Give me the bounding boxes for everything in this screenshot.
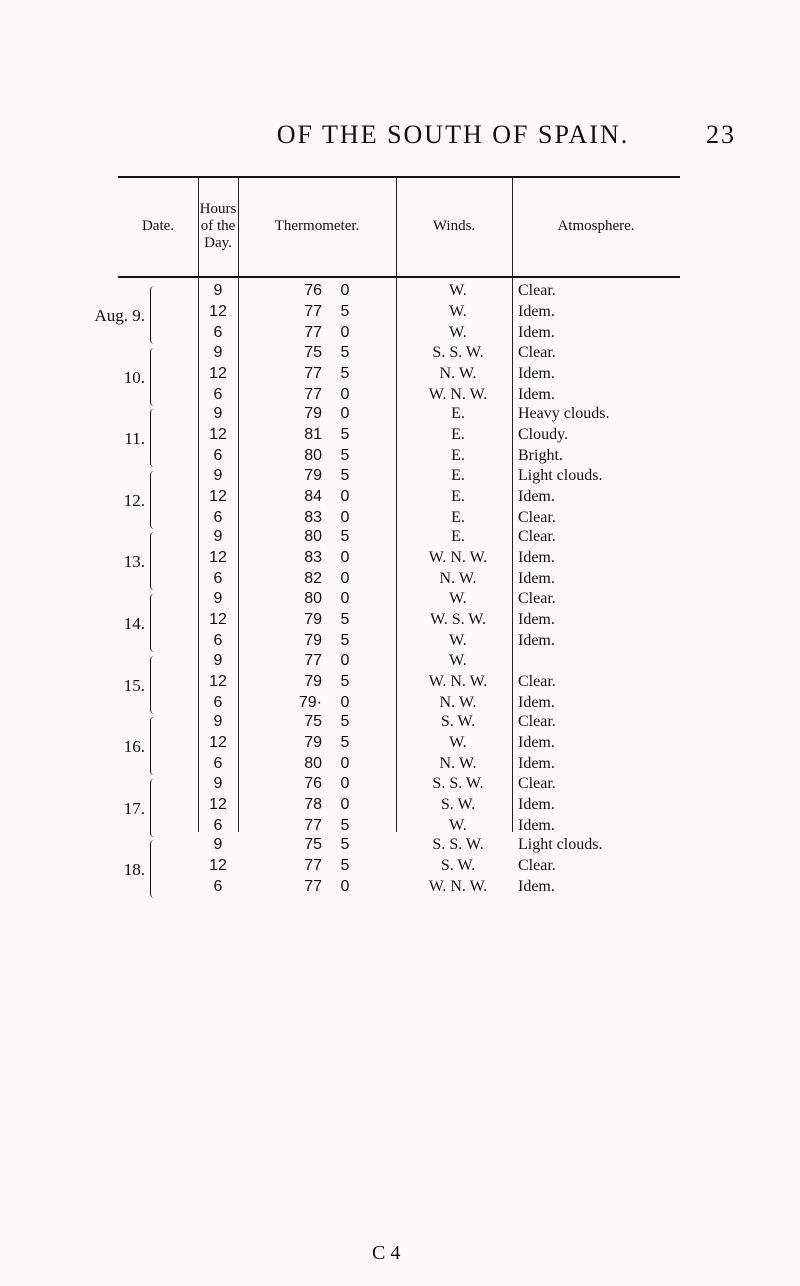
table-row <box>118 775 680 797</box>
table-row <box>118 467 680 489</box>
atmosphere-cell: Clear. <box>518 528 556 546</box>
hour-cell: 12 <box>209 426 227 444</box>
table-row <box>118 878 680 900</box>
wind-cell: E. <box>451 466 465 484</box>
table-row <box>118 549 680 571</box>
date-group <box>118 713 680 779</box>
atmosphere-cell: Clear. <box>518 590 556 607</box>
date-group <box>118 775 680 841</box>
hour-cell: 9 <box>213 466 223 484</box>
thermometer-fraction: 0 <box>340 590 350 607</box>
wind-cell: E. <box>451 508 465 526</box>
hour-cell: 9 <box>213 651 223 669</box>
atmosphere-cell: Heavy clouds. <box>518 405 610 423</box>
column-header-winds: Winds. <box>432 217 476 234</box>
thermometer-degrees: 79 <box>304 734 322 752</box>
thermometer-fraction: 5 <box>340 528 350 546</box>
atmosphere-cell: Idem. <box>518 632 555 649</box>
hour-cell: 9 <box>213 836 223 854</box>
thermometer-degrees: 77 <box>304 651 322 669</box>
thermometer-degrees: 80 <box>304 755 322 773</box>
wind-cell: S. W. <box>440 713 476 731</box>
thermometer-degrees: 76 <box>304 282 322 299</box>
date-group <box>118 344 680 410</box>
wind-cell: S. W. <box>440 857 476 875</box>
thermometer-fraction: 0 <box>340 508 350 526</box>
hour-cell: 6 <box>213 693 223 711</box>
thermometer-fraction: 5 <box>340 672 350 690</box>
thermometer-degrees: 79 <box>304 611 322 628</box>
header-rule <box>118 276 680 278</box>
thermometer-degrees: 77 <box>304 364 322 382</box>
hour-cell: 9 <box>213 713 223 731</box>
wind-cell: W. N. W. <box>428 385 488 403</box>
wind-cell: W. <box>449 303 467 320</box>
table-row <box>118 673 680 695</box>
wind-cell: S. S. W. <box>432 836 484 854</box>
thermometer-degrees: 79 <box>304 632 322 649</box>
thermometer-fraction: 5 <box>340 836 350 854</box>
wind-cell: E. <box>451 528 465 546</box>
thermometer-degrees: 75 <box>304 836 322 854</box>
atmosphere-cell: Idem. <box>518 549 555 567</box>
table-row <box>118 734 680 756</box>
thermometer-fraction: 0 <box>340 385 350 403</box>
column-header-atmosphere: Atmosphere. <box>557 217 635 234</box>
thermometer-degrees: 75 <box>304 343 322 361</box>
atmosphere-cell: Clear. <box>518 774 556 792</box>
thermometer-degrees: 80 <box>304 528 322 546</box>
atmosphere-cell: Idem. <box>518 795 555 813</box>
wind-cell: W. N. W. <box>428 672 488 690</box>
thermometer-degrees: 77 <box>304 324 322 341</box>
thermometer-fraction: 0 <box>340 487 350 505</box>
date-label: 15. <box>123 675 145 695</box>
atmosphere-cell: Cloudy. <box>518 426 569 444</box>
hour-cell: 6 <box>213 755 223 773</box>
table-row <box>118 528 680 550</box>
thermometer-fraction: 5 <box>340 816 350 834</box>
atmosphere-cell: Clear. <box>518 282 556 299</box>
thermometer-fraction: 5 <box>340 303 350 320</box>
date-label: 12. <box>123 490 145 510</box>
date-group <box>118 652 680 718</box>
thermometer-fraction: 5 <box>340 466 350 484</box>
page-header <box>198 118 736 152</box>
date-group <box>118 590 680 656</box>
wind-cell: W. S. W. <box>430 611 486 628</box>
hour-cell: 12 <box>209 734 227 752</box>
hour-cell: 12 <box>209 672 227 690</box>
atmosphere-cell: Idem. <box>518 487 555 505</box>
wind-cell: E. <box>451 487 465 505</box>
hour-cell: 12 <box>209 303 227 320</box>
thermometer-degrees: 78 <box>304 795 322 813</box>
table-row <box>118 282 680 304</box>
table-row <box>118 365 680 387</box>
date-label: 14. <box>123 614 145 633</box>
table-row <box>118 488 680 510</box>
atmosphere-cell: Light clouds. <box>518 836 603 854</box>
hour-cell: 9 <box>213 528 223 546</box>
hour-cell: 12 <box>209 364 227 382</box>
wind-cell: W. <box>449 651 467 669</box>
date-label: Aug. 9. <box>94 306 145 325</box>
page-number: 23 <box>706 120 736 149</box>
thermometer-fraction: 5 <box>340 447 350 465</box>
thermometer-degrees: 84 <box>304 487 322 505</box>
atmosphere-cell: Idem. <box>518 324 555 341</box>
hour-cell: 6 <box>213 385 223 403</box>
table-row <box>118 713 680 735</box>
hour-cell: 6 <box>213 632 223 649</box>
table-row <box>118 405 680 427</box>
thermometer-degrees: 79· <box>298 693 322 711</box>
wind-cell: N. W. <box>439 570 477 588</box>
wind-cell: W. <box>449 282 467 299</box>
weather-table <box>94 176 680 896</box>
thermometer-degrees: 83 <box>304 549 322 567</box>
table-row <box>118 652 680 674</box>
atmosphere-cell: Clear. <box>518 672 556 690</box>
wind-cell: W. N. W. <box>428 878 488 896</box>
thermometer-degrees: 79 <box>304 466 322 484</box>
wind-cell: E. <box>451 426 465 444</box>
wind-cell: S. S. W. <box>432 343 484 361</box>
atmosphere-cell: Light clouds. <box>518 466 603 484</box>
wind-cell: E. <box>451 405 465 423</box>
column-header-hours: Hours of the Day. <box>199 200 237 251</box>
hour-cell: 12 <box>209 549 227 567</box>
thermometer-fraction: 0 <box>340 774 350 792</box>
thermometer-fraction: 5 <box>340 632 350 649</box>
wind-cell: W. <box>449 734 467 752</box>
date-label: 13. <box>123 552 145 572</box>
hour-cell: 9 <box>213 774 223 792</box>
thermometer-fraction: 0 <box>340 324 350 341</box>
thermometer-degrees: 79 <box>304 405 322 423</box>
atmosphere-cell: Idem. <box>518 816 555 834</box>
atmosphere-cell: Idem. <box>518 693 555 711</box>
wind-cell: S. W. <box>440 795 476 813</box>
date-group <box>118 836 680 902</box>
atmosphere-cell: Idem. <box>518 570 555 588</box>
thermometer-fraction: 0 <box>340 795 350 813</box>
date-group <box>94 282 680 348</box>
table-row <box>118 857 680 879</box>
hour-cell: 9 <box>213 405 223 423</box>
table-row <box>118 796 680 818</box>
thermometer-fraction: 5 <box>340 343 350 361</box>
thermometer-degrees: 76 <box>304 774 322 792</box>
table-row <box>118 303 680 325</box>
thermometer-fraction: 5 <box>340 734 350 752</box>
hour-cell: 12 <box>209 611 227 628</box>
hour-cell: 12 <box>209 487 227 505</box>
wind-cell: W. N. W. <box>428 549 488 567</box>
atmosphere-cell: Idem. <box>518 303 555 320</box>
table-row <box>118 426 680 448</box>
atmosphere-cell: Idem. <box>518 734 555 752</box>
date-label: 16. <box>123 737 145 757</box>
thermometer-degrees: 77 <box>304 303 322 320</box>
thermometer-fraction: 5 <box>340 713 350 731</box>
thermometer-degrees: 80 <box>304 590 322 607</box>
hour-cell: 6 <box>213 816 223 834</box>
atmosphere-cell: Idem. <box>518 385 555 403</box>
hour-cell: 6 <box>213 324 223 341</box>
wind-cell: S. S. W. <box>432 774 484 792</box>
atmosphere-cell: Clear. <box>518 343 556 361</box>
atmosphere-cell: Idem. <box>518 755 555 773</box>
atmosphere-cell: Idem. <box>518 364 555 382</box>
thermometer-degrees: 77 <box>304 878 322 896</box>
atmosphere-cell: Idem. <box>518 878 555 896</box>
table-row <box>118 590 680 612</box>
atmosphere-cell: Clear. <box>518 508 556 526</box>
thermometer-degrees: 83 <box>304 508 322 526</box>
thermometer-degrees: 77 <box>304 857 322 875</box>
hour-cell: 6 <box>213 508 223 526</box>
table-row <box>118 836 680 858</box>
hour-cell: 6 <box>213 447 223 465</box>
thermometer-degrees: 77 <box>304 816 322 834</box>
wind-cell: W. <box>449 324 467 341</box>
thermometer-fraction: 0 <box>340 282 350 299</box>
thermometer-fraction: 0 <box>340 693 350 711</box>
date-label: 18. <box>123 860 145 880</box>
hour-cell: 9 <box>213 343 223 361</box>
thermometer-fraction: 0 <box>340 549 350 567</box>
running-title: OF THE SOUTH OF SPAIN. <box>276 120 630 149</box>
table-row <box>118 344 680 366</box>
thermometer-fraction: 5 <box>340 857 350 875</box>
thermometer-degrees: 81 <box>304 426 322 444</box>
date-group <box>118 528 680 594</box>
column-header-thermometer: Thermometer. <box>274 217 360 234</box>
thermometer-degrees: 80 <box>304 447 322 465</box>
thermometer-fraction: 0 <box>340 405 350 423</box>
thermometer-fraction: 5 <box>340 611 350 628</box>
thermometer-fraction: 5 <box>340 426 350 444</box>
thermometer-degrees: 77 <box>304 385 322 403</box>
table-row <box>118 611 680 633</box>
hour-cell: 6 <box>213 570 223 588</box>
thermometer-fraction: 0 <box>340 755 350 773</box>
thermometer-fraction: 5 <box>340 364 350 382</box>
thermometer-degrees: 75 <box>304 713 322 731</box>
date-group <box>118 405 680 471</box>
date-label: 11. <box>124 429 145 449</box>
date-label: 17. <box>123 798 145 818</box>
column-header-date: Date. <box>141 217 175 234</box>
wind-cell: W. <box>449 816 467 834</box>
thermometer-degrees: 82 <box>304 570 322 588</box>
atmosphere-cell: Bright. <box>518 447 563 465</box>
hour-cell: 12 <box>209 795 227 813</box>
thermometer-fraction: 0 <box>340 878 350 896</box>
wind-cell: N. W. <box>439 364 477 382</box>
wind-cell: N. W. <box>439 693 477 711</box>
date-label: 10. <box>123 367 145 387</box>
atmosphere-cell: Clear. <box>518 857 556 875</box>
thermometer-degrees: 79 <box>304 672 322 690</box>
wind-cell: N. W. <box>439 755 477 773</box>
wind-cell: W. <box>449 590 467 607</box>
wind-cell: W. <box>449 632 467 649</box>
hour-cell: 9 <box>213 590 223 607</box>
hour-cell: 9 <box>213 282 223 299</box>
signature-mark: C 4 <box>372 1242 401 1264</box>
atmosphere-cell: Clear. <box>518 713 556 731</box>
thermometer-fraction: 0 <box>340 651 350 669</box>
wind-cell: E. <box>451 447 465 465</box>
hour-cell: 6 <box>213 878 223 896</box>
hour-cell: 12 <box>209 857 227 875</box>
date-group <box>118 467 680 533</box>
atmosphere-cell: Idem. <box>518 611 555 628</box>
thermometer-fraction: 0 <box>340 570 350 588</box>
